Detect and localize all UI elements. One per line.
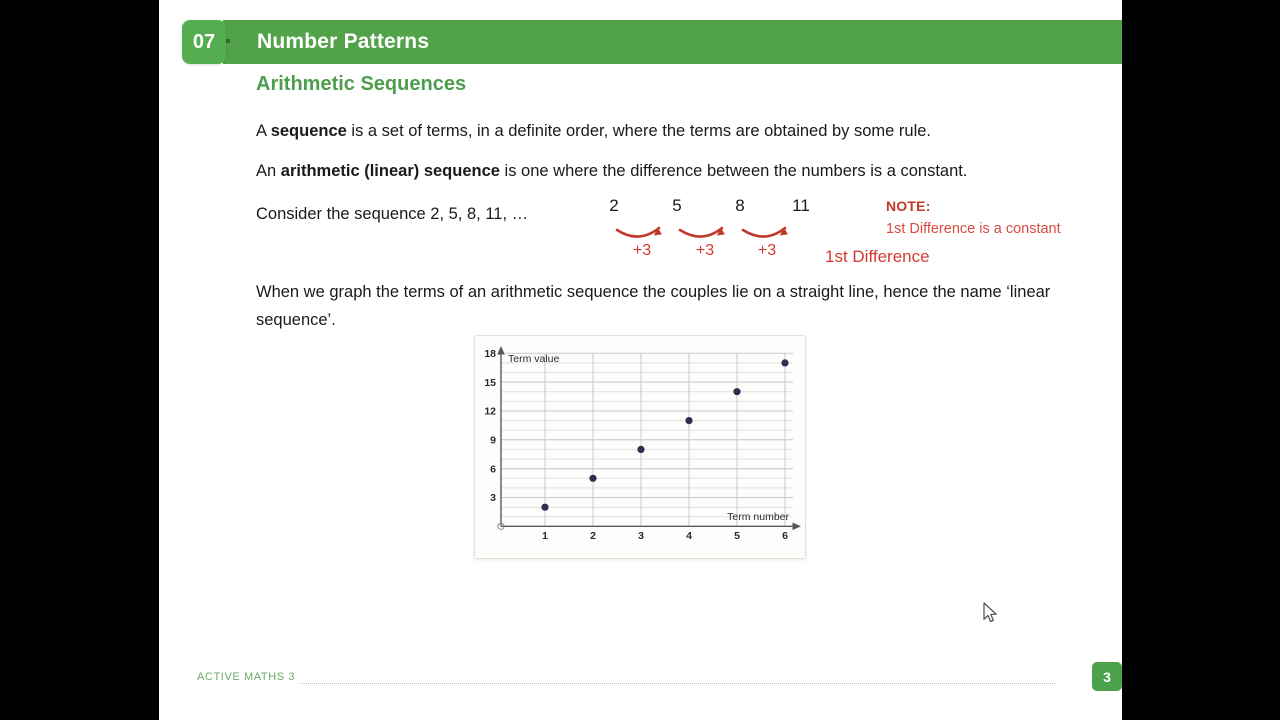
note-callout (886, 198, 1061, 237)
difference-label-2: +3 (695, 242, 715, 259)
sequence-term-4: 11 (792, 196, 810, 215)
first-difference-caption: 1st Difference (825, 247, 930, 266)
footer-brand-name: ACTIVE MATHS (197, 671, 285, 683)
svg-text:15: 15 (484, 376, 496, 389)
svg-text:6: 6 (490, 463, 496, 476)
svg-text:3: 3 (638, 530, 644, 542)
svg-text:5: 5 (734, 530, 740, 542)
graph-explanation-paragraph: When we graph the terms of an arithmetic sequence the couples lie on a straight line, hence the name ‘linear sequence’. (256, 283, 1051, 330)
data-point-4 (685, 417, 692, 424)
slide-footer (159, 662, 1122, 696)
svg-text:2: 2 (590, 530, 596, 542)
svg-text:3: 3 (490, 492, 496, 505)
chapter-number-badge: 07 (182, 20, 226, 64)
page-number-badge: 3 (1092, 662, 1122, 691)
data-point-5 (733, 388, 740, 395)
chapter-title: Number Patterns (257, 30, 430, 53)
chart-x-axis-title: Term number (727, 511, 789, 523)
chapter-header-banner (223, 20, 1122, 64)
svg-text:12: 12 (484, 405, 496, 418)
difference-label-3: +3 (757, 242, 777, 259)
footer-divider (300, 683, 1055, 684)
svg-text:4: 4 (686, 530, 692, 542)
difference-arc-3 (743, 228, 785, 237)
sequence-difference-diagram (599, 196, 849, 272)
definition-arithmetic-paragraph (256, 157, 967, 185)
sequence-term-3: 8 (735, 196, 745, 215)
sequence-term-2: 5 (672, 196, 682, 215)
svg-text:18: 18 (484, 348, 496, 360)
para1-prefix: A (256, 122, 271, 140)
para1-bold-term: sequence (270, 122, 347, 140)
chart-canvas (475, 336, 805, 558)
difference-arc-2 (680, 228, 722, 237)
consider-sequence-line: Consider the sequence 2, 5, 8, 11, … (256, 205, 529, 223)
data-point-1 (541, 504, 548, 511)
note-heading: NOTE: (886, 198, 931, 214)
data-point-2 (589, 475, 596, 482)
footer-brand-label (197, 671, 295, 683)
para2-suffix: is one where the difference between the numbers is a constant. (499, 162, 968, 180)
para2-prefix: An (256, 162, 281, 180)
section-subtitle: Arithmetic Sequences (256, 73, 467, 95)
difference-label-1: +3 (632, 242, 652, 259)
slide-page (159, 0, 1122, 720)
svg-text:6: 6 (782, 530, 788, 542)
chart-y-axis-title: Term value (508, 353, 560, 365)
term-value-scatter-chart (474, 335, 806, 559)
svg-text:9: 9 (490, 434, 496, 447)
para1-suffix: is a set of terms, in a definite order, where the terms are obtained by some rule. (346, 122, 932, 140)
data-point-6 (781, 359, 788, 366)
difference-arc-1 (617, 228, 659, 237)
sequence-term-1: 2 (609, 196, 619, 215)
svg-text:1: 1 (542, 530, 548, 542)
para2-bold-term: arithmetic (linear) sequence (280, 162, 500, 180)
data-point-3 (637, 446, 644, 453)
footer-brand-volume: 3 (288, 671, 296, 683)
definition-sequence-paragraph (256, 117, 931, 145)
note-body-text: 1st Difference is a constant (886, 221, 1061, 237)
